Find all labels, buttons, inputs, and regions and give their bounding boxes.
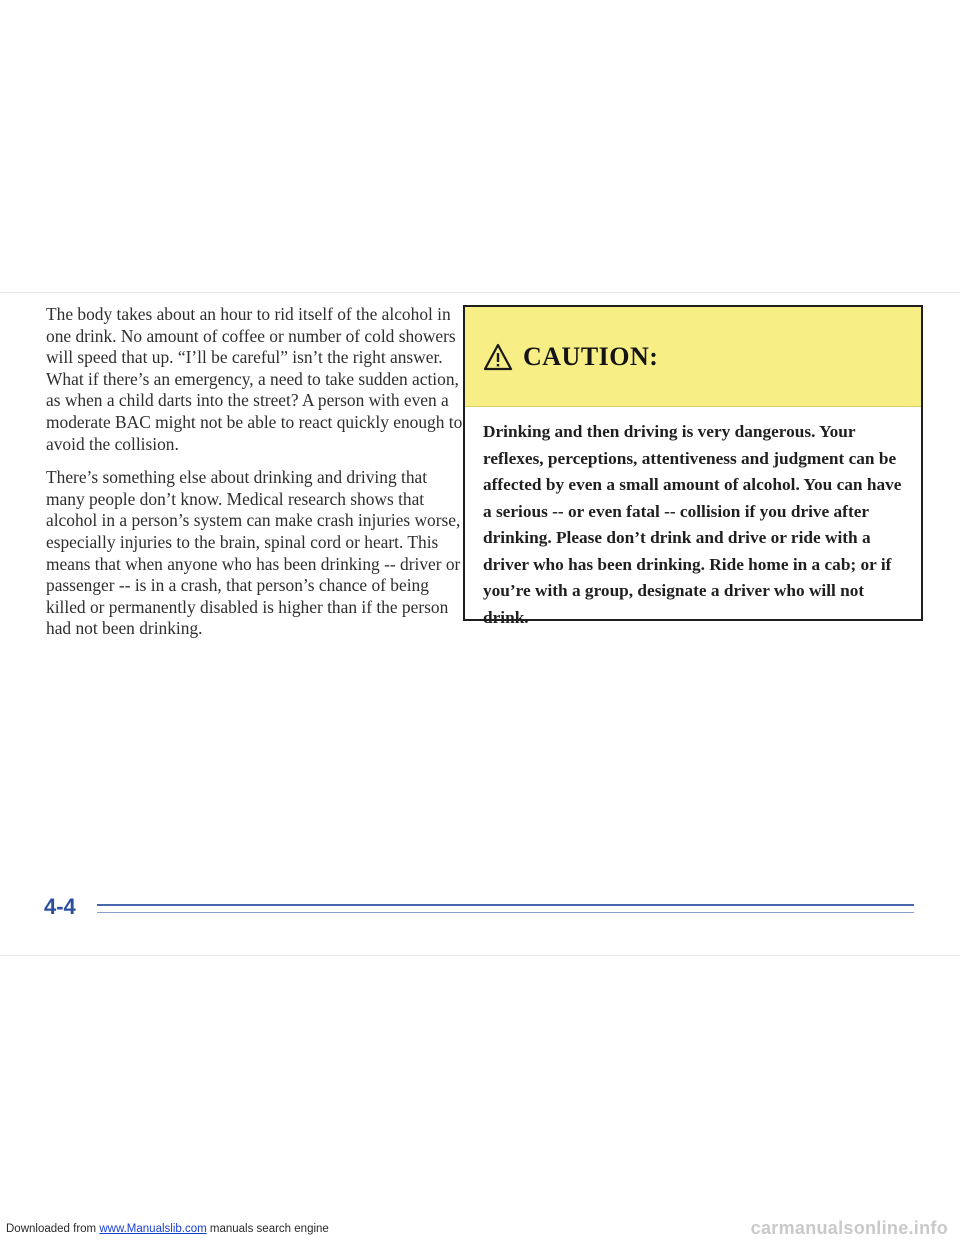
warning-triangle-icon [483, 343, 513, 371]
body-text-column [46, 304, 466, 652]
download-watermark [6, 1223, 329, 1235]
watermark-prefix: Downloaded from [6, 1223, 100, 1235]
footer-rule [97, 904, 914, 906]
bottom-divider [0, 955, 960, 956]
manualslib-link[interactable]: www.Manualslib.com [99, 1223, 207, 1235]
watermark-suffix: manuals search engine [206, 1223, 329, 1235]
footer-rule-thin [97, 912, 914, 913]
top-divider [0, 292, 960, 293]
page-number: 4-4 [44, 894, 76, 919]
caution-title: CAUTION: [523, 341, 659, 371]
body-paragraph-2: There’s something else about drinking and driving that many people don’t know. Medical research shows that alcohol in a person’s system can make crash injuries worse, especially injuries to the brain, spinal cord or heart. This means that when anyone who has been drinking -- driver or passenger -- is in a crash, that person’s chance of being killed or permanently disabled is higher than if the person had not been drinking. [46, 467, 461, 639]
caution-box [463, 305, 923, 627]
caution-body: Drinking and then driving is very dangerous. Your reflexes, perceptions, attentiveness and judgment can be affected by even a small amount of alcohol. You can have a serious -- or even fatal -- collision if you drive after drinking. Please don’t drink and drive or ride with a driver who has been drinking. Ride home in a cab; or if you’re with a group, designate a driver who will not drink. [483, 422, 902, 627]
site-watermark: carmanualsonline.info [750, 1218, 948, 1238]
body-paragraph-1: The body takes about an hour to rid itself of the alcohol in one drink. No amount of coffee or number of cold showers will speed that up. “I’ll be careful” isn’t the right answer. What if there’s an emergency, a need to take sudden action, as when a child darts into the street? A person with even a moderate BAC might not be able to react quickly enough to avoid the collision. [46, 304, 463, 454]
caution-header [465, 307, 921, 407]
